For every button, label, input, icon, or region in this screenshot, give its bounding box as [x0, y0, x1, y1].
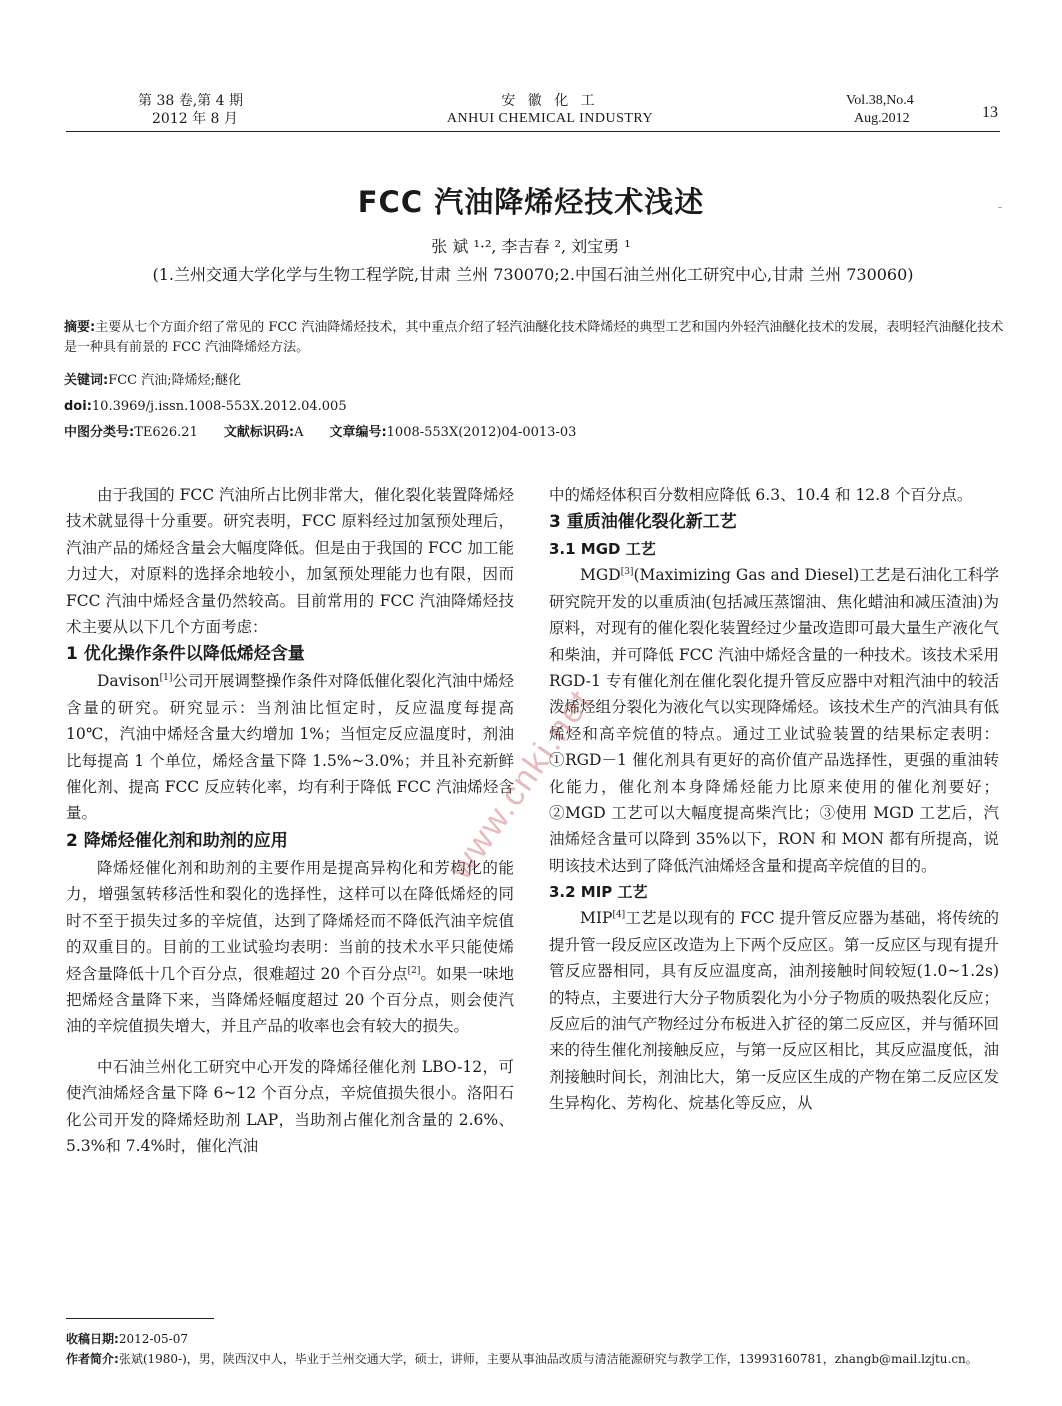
intro-paragraph: 由于我国的 FCC 汽油所占比例非常大，催化裂化装置降烯烃技术就显得十分重要。研究表明，FCC 原料经过加氢预处理后，汽油产品的烯烃含量会大幅度降低。但是由于我国的 FCC 加工能力过大，对原料的选择余地较小，加氢预处理能力也有限，因而 FCC 汽油中烯烃含量仍然较高。目前常用的 FCC 汽油降烯烃技术主要从以下几个方面考虑： — [66, 486, 514, 637]
header-volume: 第 38 卷,第 4 期 — [138, 93, 243, 109]
watermark: www.cnki.net — [441, 682, 601, 887]
abstract — [64, 318, 1004, 358]
section-3-1-text-a: MGD — [580, 566, 621, 585]
page-number: 13 — [982, 104, 998, 121]
keywords-text: FCC 汽油;降烯烃;醚化 — [108, 373, 242, 388]
article-title: FCC 汽油降烯烃技术浅述 — [357, 185, 705, 219]
article-authors: 张 斌 ¹·², 李吉春 ², 刘宝勇 ¹ — [431, 237, 631, 256]
left-column — [66, 482, 514, 1159]
section-3-1-text-b: (Maximizing Gas and Diesel)工艺是石油化工科学研究院开发的以重质油(包括减压蒸馏油、焦化蜡油和减压渣油)为原料，对现有的催化裂化装置经过少量改造即可最大量生产液化气和柴油，并可降低 FCC 汽油中烯烃含量的一种技术。该技术采用 RGD-1 专有催化剂在催化裂化提升管反应器中对粗汽油中的较活泼烯烃组分裂化为液化气以实现降烯烃。该技术生产的汽油具有低烯烃和高辛烷值的特点。通过工业试验装置的结果标定表明：①RGD－1 催化剂具有更好的高价值产品选择性，更强的重油转化能力，催化剂本身降烯烃能力比原来使用的催化剂要好；②MGD 工艺可以大幅度提高柴汽比；③使用 MGD 工艺后，汽油烯烃含量可以降到 35%以下，RON 和 MON 都有所提高，说明该技术达到了降低汽油烯烃含量和提高辛烷值的目的。 — [549, 566, 999, 875]
author-bio — [66, 1350, 1026, 1368]
doi-label: doi: — [64, 399, 92, 414]
section-1-paragraph — [66, 668, 514, 826]
header-date: 2012 年 8 月 — [152, 111, 238, 127]
citation-2[interactable]: [2] — [407, 965, 421, 976]
header-journal-en: ANHUI CHEMICAL INDUSTRY — [446, 111, 654, 126]
clc-label: 中图分类号: — [64, 425, 135, 440]
doi-link[interactable]: 10.3969/j.issn.1008-553X.2012.04.005 — [91, 399, 347, 414]
section-2-paragraph-2: 中石油兰州化工研究中心开发的降烯径催化剂 LBO-12，可使汽油烯烃含量下降 6~12 个百分点，辛烷值损失很小。洛阳石化公司开发的降烯烃助剂 LAP，当助剂占催化剂含量的 2.6%、5.3%和 7.4%时，催化汽油 — [66, 1057, 514, 1155]
section-3-heading: 3 重质油催化裂化新工艺 — [549, 512, 737, 533]
author-bio-text: 张斌(1980-)，男，陕西汉中人，毕业于兰州交通大学，硕士，讲师，主要从事油品改质与清洁能源研究与教学工作，13993160781，zhangb@mail.lzjtu.cn。 — [118, 1352, 978, 1366]
continued-paragraph: 中的烯烃体积百分数相应降低 6.3、10.4 和 12.8 个百分点。 — [549, 486, 973, 504]
citation-3[interactable]: [3] — [620, 567, 634, 578]
header-volume-info — [138, 92, 243, 128]
section-3-2-text-a: MIP — [580, 909, 613, 928]
section-3-2-heading: 3.2 MIP 工艺 — [549, 883, 648, 902]
section-1-text-a: Davison — [97, 672, 160, 691]
section-2-heading: 2 降烯烃催化剂和助剂的应用 — [66, 830, 288, 851]
right-column — [549, 482, 999, 1117]
keywords-label: 关键词: — [64, 373, 109, 388]
header-vol-number: Vol.38,No.4 — [846, 93, 914, 108]
received-value: 2012-05-07 — [118, 1332, 188, 1346]
articleno-label: 文章编号: — [329, 425, 387, 440]
author-bio-label: 作者简介: — [66, 1352, 119, 1366]
clc-value: TE626.21 — [134, 425, 198, 440]
citation-1[interactable]: [1] — [159, 673, 173, 684]
citation-4[interactable]: [4] — [612, 910, 626, 921]
abstract-label: 摘要: — [64, 320, 96, 335]
section-3-1-heading: 3.1 MGD 工艺 — [549, 540, 656, 559]
articleno-value: 1008-553X(2012)04-0013-03 — [386, 425, 577, 440]
classification-line — [64, 423, 1004, 443]
section-2-text-b: 。如果一味地把烯烃含量降下来，当降烯烃幅度超过 20 个百分点，则会使汽油的辛烷值损失增大，并且产品的收率也会有较大的损失。 — [66, 964, 514, 1036]
header-journal-name — [400, 92, 700, 128]
section-3-1-paragraph — [549, 562, 999, 879]
header-vol-en — [846, 92, 914, 128]
section-1-text-b: 公司开展调整操作条件对降低催化裂化汽油中烯烃含量的研究。研究显示：当剂油比恒定时，反应温度每提高 10℃，汽油中烯烃含量大约增加 1%；当恒定反应温度时，剂油比每提高 1 个单位，烯烃含量下降 1.5%~3.0%；并且补充新鲜催化剂、提高 FCC 反应转化率，均有利于降低 FCC 汽油烯烃含量。 — [66, 672, 514, 823]
footnote-rule — [66, 1318, 214, 1319]
abstract-text: 主要从七个方面介绍了常见的 FCC 汽油降烯烃技术，其中重点介绍了轻汽油醚化技术降烯烃的典型工艺和国内外轻汽油醚化技术的发展，表明轻汽油醚化技术是一种具有前景的 FCC 汽油降烯烃方法。 — [64, 320, 1004, 355]
section-1-heading: 1 优化操作条件以降低烯烃含量 — [66, 644, 305, 665]
section-3-2-paragraph — [549, 905, 999, 1116]
article-affiliation: (1.兰州交通大学化学与生物工程学院,甘肃 兰州 730070;2.中国石油兰州化工研究中心,甘肃 兰州 730060) — [152, 265, 914, 284]
section-2-paragraph-1 — [66, 855, 514, 1040]
header-journal-cn: 安 徽 化 工 — [501, 93, 599, 109]
doccode-value: A — [294, 425, 304, 440]
section-2-text-a: 降烯烃催化剂和助剂的主要作用是提高异构化和芳构化的能力，增强氢转移活性和裂化的选择性，这样可以在降低烯烃的同时不至于损失过多的辛烷值，达到了降烯烃而不降低汽油辛烷值的双重目的。目前的工业试验均表明：当前的技术水平只能使烯烃含量降低十几个百分点，很难超过 20 个百分点 — [66, 858, 514, 983]
section-3-2-text-b: 工艺是以现有的 FCC 提升管反应器为基础，将传统的提升管一段反应区改造为上下两个反应区。第一反应区与现有提升管反应器相同，具有反应温度高，油剂接触时间较短(1.0~1.2s)的特点，主要进行大分子物质裂化为小分子物质的吸热裂化反应；反应后的油气产物经过分布板进入扩径的第二反应区，并与循环回来的待生催化剂接触反应，与第一反应区相比，其反应温度低，油剂接触时间长，剂油比大，第一反应区生成的产物在第二反应区发生异构化、芳构化、烷基化等反应，从 — [549, 909, 999, 1113]
header-month: Aug.2012 — [854, 111, 910, 126]
keywords — [64, 371, 1004, 391]
received-date — [66, 1330, 1026, 1348]
received-label: 收稿日期: — [66, 1332, 119, 1346]
doccode-label: 文献标识码: — [223, 425, 295, 440]
doi — [64, 397, 1004, 417]
header-rule — [66, 131, 1000, 132]
margin-mark: - — [998, 200, 1003, 214]
